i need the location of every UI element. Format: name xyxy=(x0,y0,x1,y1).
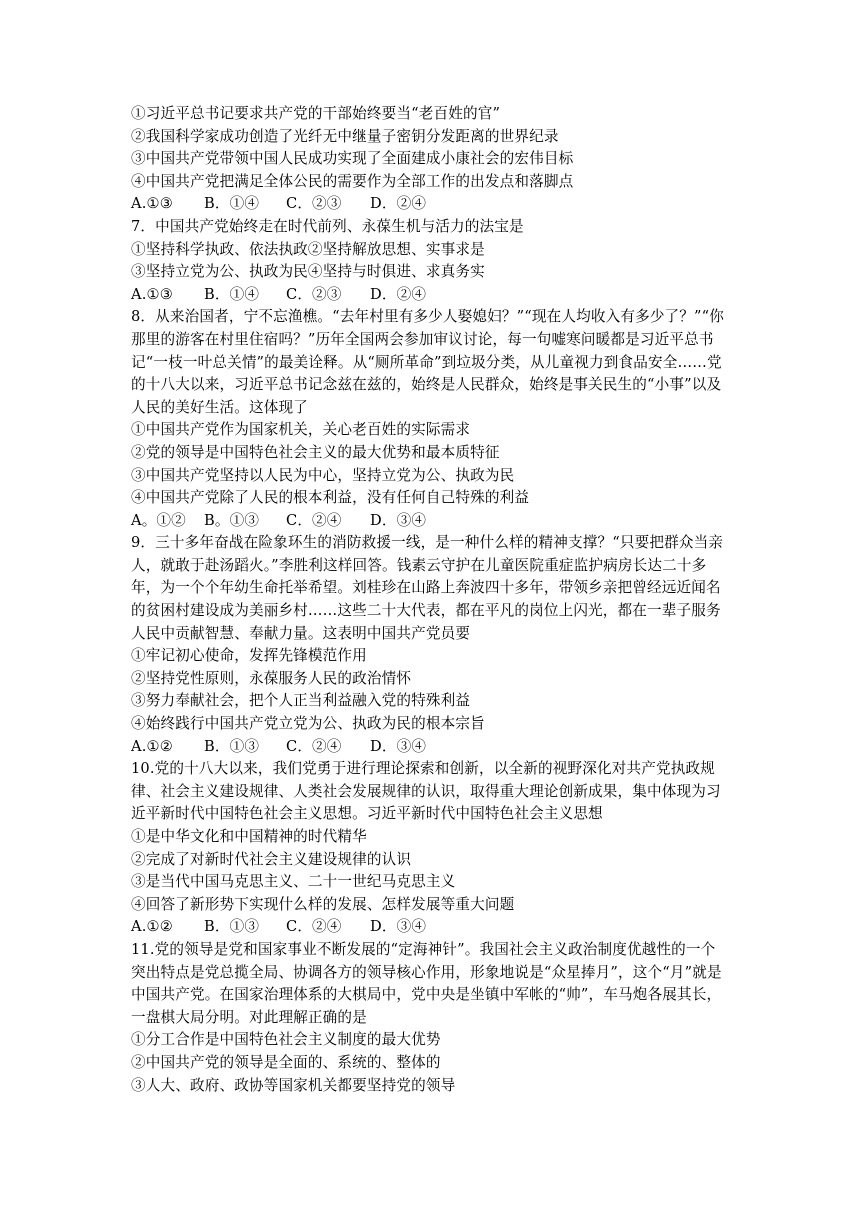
q6-option-d: D．②④ xyxy=(370,195,427,213)
q7-statement-1: ①坚持科学执政、依法执政②坚持解放思想、实事求是 xyxy=(131,240,485,258)
exam-page xyxy=(131,103,731,1097)
q6-option-c: C．②③ xyxy=(286,195,342,213)
q8-option-b: B。①③ xyxy=(204,511,260,529)
q10-statement-1: ①是中华文化和中国精神的时代精华 xyxy=(131,828,367,845)
q10-statement-2: ②完成了对新时代社会主义建设规律的认识 xyxy=(131,850,412,868)
q6-statement-2: ②我国科学家成功创造了光纤无中继量子密钥分发距离的世界纪录 xyxy=(131,127,559,145)
q10-option-a: A.①② xyxy=(131,918,173,936)
q9-statement-2: ②坚持党性原则，永葆服务人民的政治情怀 xyxy=(131,669,412,687)
q8-statement-3: ③中国共产党坚持以人民为中心，坚持立党为公、执政为民 xyxy=(131,466,515,484)
q11-stem-line-1: 11.党的领导是党和国家事业不断发展的“定海神针”。我国社会主义政治制度优越性的一个 xyxy=(131,940,716,958)
q9-option-b: B．①③ xyxy=(204,737,260,755)
q8-options xyxy=(131,510,731,533)
q6-statement-4: ④中国共产党把满足全体公民的需要作为全部工作的出发点和落脚点 xyxy=(131,172,574,190)
q6-option-a: A.①③ xyxy=(131,195,173,213)
q7-option-b: B．①④ xyxy=(204,285,260,303)
q6-statement-3: ③中国共产党带领中国人民成功实现了全面建成小康社会的宏伟目标 xyxy=(131,150,574,168)
q9-statement-1: ①牢记初心使命，发挥先锋模范作用 xyxy=(131,647,367,665)
q8-statement-1: ①中国共产党作为国家机关，关心老百姓的实际需求 xyxy=(131,421,471,439)
q9-stem-line-2: 人，就敢于赴汤蹈火。”李胜利这样回答。钱素云守护在儿童医院重症监护病房长达二十多 xyxy=(131,556,707,574)
q9-stem-line-5: 人民中贡献智慧、奉献力量。这表明中国共产党员要 xyxy=(131,624,471,642)
q8-option-a: A。①② xyxy=(131,511,186,529)
q10-options xyxy=(131,916,731,939)
q11-statement-1: ①分工合作是中国特色社会主义制度的最大优势 xyxy=(131,1031,441,1049)
q10-statement-4: ④回答了新形势下实现什么样的发展、怎样发展等重大问题 xyxy=(131,895,515,913)
q11-stem-line-4: 一盘棋大局分明。对此理解正确的是 xyxy=(131,1008,367,1026)
q9-option-a: A.①② xyxy=(131,737,173,755)
q9-option-c: C．②④ xyxy=(286,737,342,755)
q8-stem-line-2: 那里的游客在村里住宿吗？”历年全国两会参加审议讨论，每一句嘘寒问暖都是习近平总书 xyxy=(131,330,714,348)
q10-stem-line-2: 律、社会主义建设规律、人类社会发展规律的认识，取得重大理论创新成果，集中体现为习 xyxy=(131,782,721,800)
q8-stem-line-5: 人民的美好生活。这体现了 xyxy=(131,398,308,416)
q10-statement-3: ③是当代中国马克思主义、二十一世纪马克思主义 xyxy=(131,873,456,891)
q10-option-b: B．①③ xyxy=(204,918,260,936)
q10-stem-line-1: 10.党的十八大以来，我们党勇于进行理论探索和创新，以全新的视野深化对共产党执政规 xyxy=(131,760,715,778)
q8-option-d: D．③④ xyxy=(370,511,427,529)
q9-stem-line-1: 9．三十多年奋战在险象环生的消防救援一线，是一种什么样的精神支撑？“只要把群众当亲 xyxy=(131,534,724,552)
q9-statement-3: ③努力奉献社会，把个人正当利益融入党的特殊利益 xyxy=(131,692,471,710)
q7-stem: 7．中国共产党始终走在时代前列、永葆生机与活力的法宝是 xyxy=(131,217,524,235)
q8-stem-line-3: 记“一枝一叶总关情”的最美诠释。从“厕所革命”到垃圾分类，从儿童视力到食品安全……党 xyxy=(131,353,722,371)
q6-option-b: B．①④ xyxy=(204,195,260,213)
q8-option-c: C．②④ xyxy=(286,511,342,529)
q10-option-c: C．②④ xyxy=(286,918,342,936)
q11-stem-line-2: 突出特点是党总揽全局、协调各方的领导核心作用，形象地说是“众星捧月”，这个“月”就是 xyxy=(131,963,722,981)
q9-statement-4: ④始终践行中国共产党立党为公、执政为民的根本宗旨 xyxy=(131,715,485,733)
q9-option-d: D．③④ xyxy=(370,737,427,755)
q10-stem-line-3: 近平新时代中国特色社会主义思想。习近平新时代中国特色社会主义思想 xyxy=(131,805,603,823)
q11-stem-line-3: 中国共产党。在国家治理体系的大棋局中，党中央是坐镇中军帐的“帅”，车马炮各展其长， xyxy=(131,986,722,1004)
q8-stem-line-1: 8．从来治国者，宁不忘渔樵。“去年村里有多少人娶媳妇？”“现在人均收入有多少了？”“你 xyxy=(131,308,725,326)
q9-stem-line-3: 年，为一个个年幼生命托举希望。刘桂珍在山路上奔波四十多年，带领乡亲把曾经远近闻名 xyxy=(131,579,721,597)
q6-options xyxy=(131,193,731,216)
q11-statement-3: ③人大、政府、政协等国家机关都要坚持党的领导 xyxy=(131,1076,456,1094)
q9-options xyxy=(131,736,731,759)
q10-option-d: D．③④ xyxy=(370,918,427,936)
q8-statement-2: ②党的领导是中国特色社会主义的最大优势和最本质特征 xyxy=(131,443,500,461)
q9-stem-line-4: 的贫困村建设成为美丽乡村……这些二十大代表，都在平凡的岗位上闪光，都在一辈子服务 xyxy=(131,602,721,620)
q8-statement-4: ④中国共产党除了人民的根本利益，没有任何自己特殊的利益 xyxy=(131,489,530,507)
q7-statement-2: ③坚持立党为公、执政为民④坚持与时俱进、求真务实 xyxy=(131,263,485,281)
q7-option-c: C．②③ xyxy=(286,285,342,303)
q11-statement-2: ②中国共产党的领导是全面的、系统的、整体的 xyxy=(131,1053,441,1071)
q7-option-a: A.①③ xyxy=(131,285,173,303)
q6-statement-1: ①习近平总书记要求共产党的干部始终要当“老百姓的官” xyxy=(131,105,501,122)
q7-options xyxy=(131,284,731,307)
q7-option-d: D．②④ xyxy=(370,285,427,303)
q8-stem-line-4: 的十八大以来，习近平总书记念兹在兹的，始终是人民群众，始终是事关民生的“小事”以及 xyxy=(131,376,722,394)
